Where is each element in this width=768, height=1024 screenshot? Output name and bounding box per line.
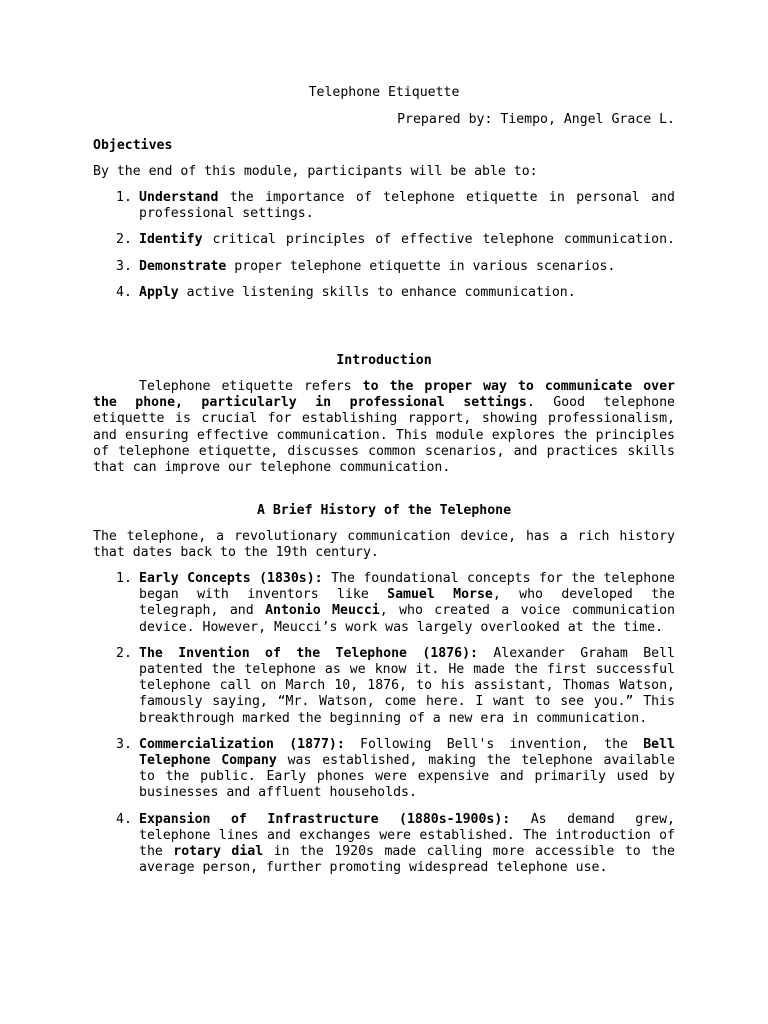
document-title: Telephone Etiquette <box>308 85 460 100</box>
history-heading: A Brief History of the Telephone <box>256 503 512 518</box>
prepared-by: Prepared by: Tiempo, Angel Grace L. <box>397 112 675 127</box>
history-item: 3. Commercialization (1877): Following Bell's invention, the Bell Telephone Company was established, making the telephone available to the public. Early phones were expensive and primarily used by businesses and affluent households. <box>116 736 675 801</box>
objectives-intro: By the end of this module, participants will be able to: <box>93 164 538 179</box>
history-item: 4. Expansion of Infrastructure (1880s-1900s): As demand grew, telephone lines and exchanges were established. The introduction of the rotary dial in the 1920s made calling more accessible to the average person, further promoting widespread telephone use. <box>116 811 675 876</box>
objective-item: 1. Understand the importance of telephone etiquette in personal and professional settings. <box>116 190 675 222</box>
introduction-paragraph: Telephone etiquette refers to the proper way to communicate over the phone, particularly in professional settings. Good telephone etiquette is crucial for establishing rapport, showing professionalism, and ensuring effective communication. This module explores the principles of telephone etiquette, discusses common scenarios, and practices skills that can improve our telephone communication. <box>93 379 675 476</box>
objective-item: 3. Demonstrate proper telephone etiquette in various scenarios. <box>116 258 616 274</box>
objective-item: 4. Apply active listening skills to enhance communication. <box>116 284 576 300</box>
history-intro: The telephone, a revolutionary communication device, has a rich history that dates back to the 19th century. <box>93 529 675 561</box>
history-item: 2. The Invention of the Telephone (1876): Alexander Graham Bell patented the telephone as we know it. He made the first successful telephone call on March 10, 1876, to his assistant, Thomas Watson, famously saying, “Mr. Watson, come here. I want to see you.” This breakthrough marked the beginning of a new era in communication. <box>116 645 675 726</box>
history-list <box>93 571 675 876</box>
objectives-heading: Objectives <box>93 138 173 153</box>
history-item: 1. Early Concepts (1830s): The foundational concepts for the telephone began with inventors like Samuel Morse, who developed the telegraph, and Antonio Meucci, who created a voice communication device. However, Meucci’s work was largely overlooked at the time. <box>116 571 675 635</box>
objectives-list <box>93 190 675 301</box>
introduction-heading: Introduction <box>336 353 432 368</box>
objective-item: 2. Identify critical principles of effective telephone communication. <box>116 232 675 248</box>
